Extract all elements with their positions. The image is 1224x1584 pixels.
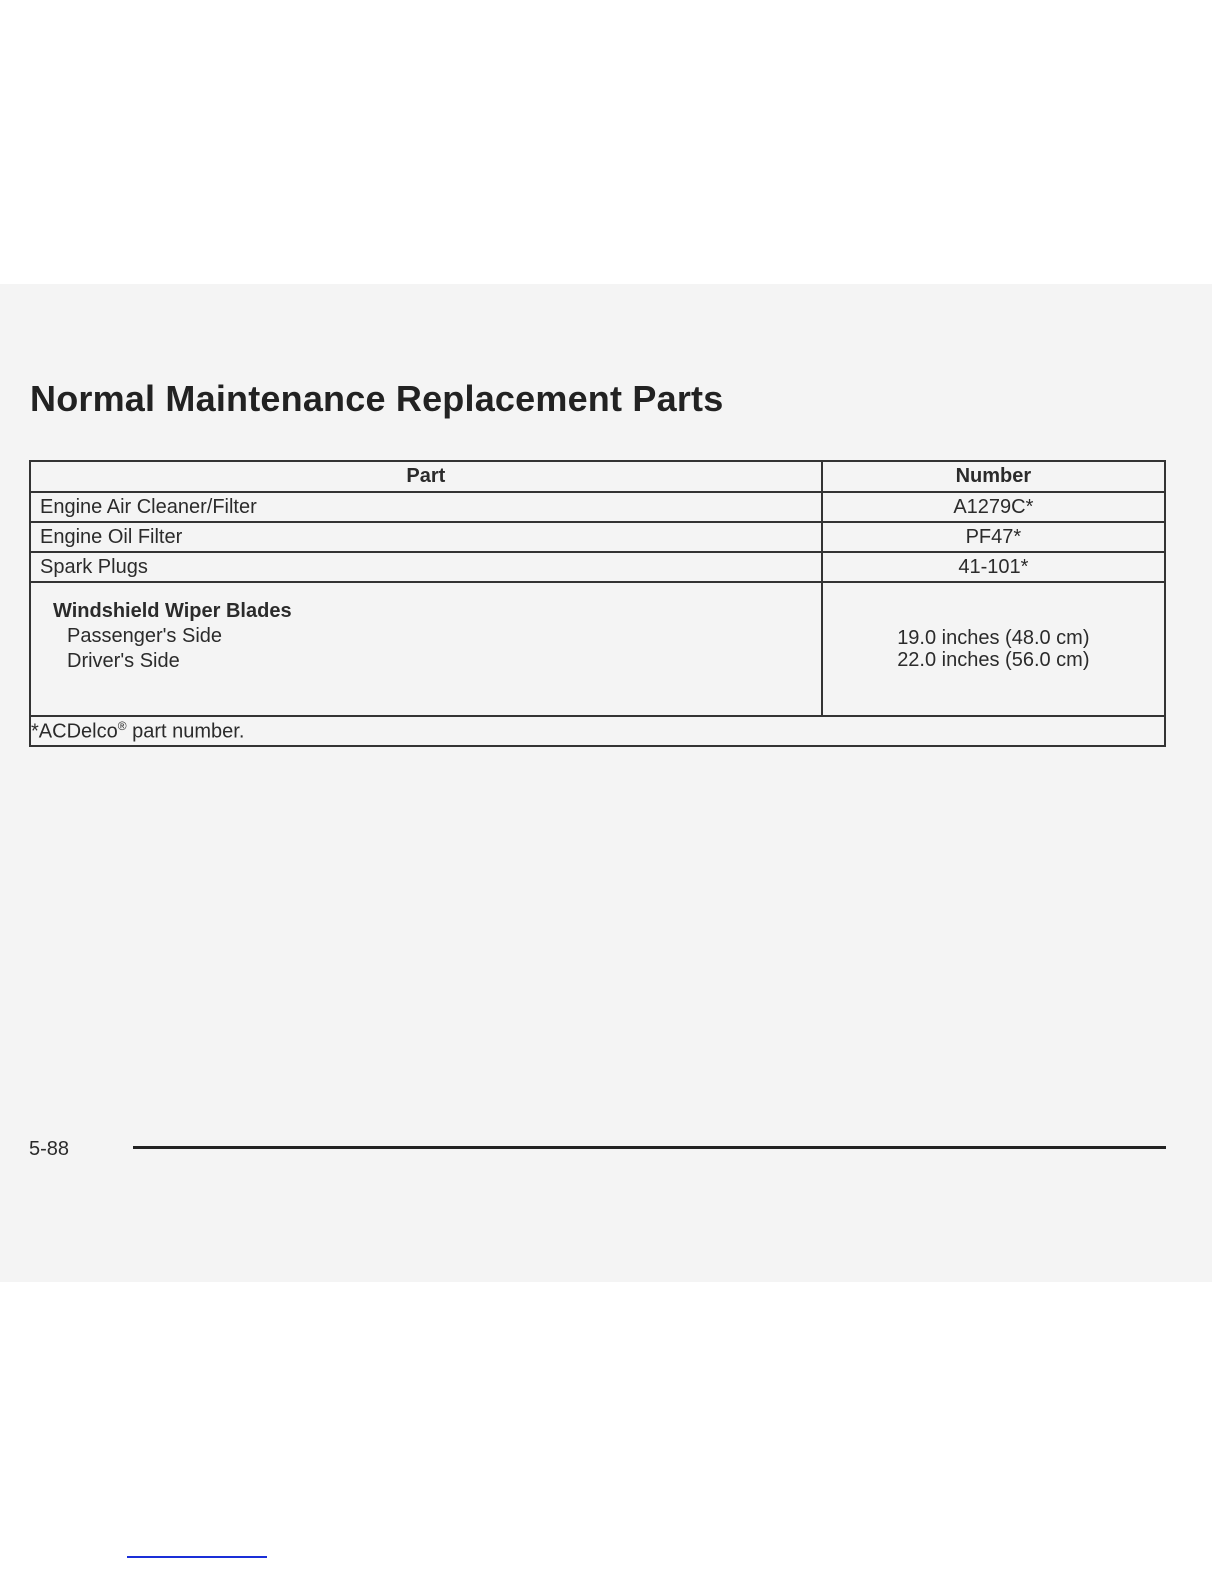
wiper-size-cell — [822, 582, 1165, 716]
page-rule — [133, 1146, 1166, 1149]
wiper-passenger-label: Passenger's Side — [67, 625, 223, 647]
wiper-part-cell — [30, 582, 822, 716]
table-row — [30, 552, 1165, 582]
page-title: Normal Maintenance Replacement Parts — [30, 378, 724, 419]
page-number: 5-88 — [29, 1138, 70, 1160]
footnote-prefix: *ACDelco — [31, 720, 118, 743]
header-number: Number — [822, 461, 1165, 492]
part-number: 41-101* — [822, 552, 1165, 582]
part-name: Engine Oil Filter — [30, 522, 822, 552]
table-header-row — [30, 461, 1165, 492]
wiper-passenger-size: 19.0 inches (48.0 cm) — [897, 627, 1090, 649]
part-name: Spark Plugs — [30, 552, 822, 582]
table-footnote-row — [30, 716, 1165, 746]
wiper-driver-size: 22.0 inches (56.0 cm) — [897, 649, 1090, 671]
registered-mark: ® — [117, 718, 127, 733]
table-row — [30, 522, 1165, 552]
part-number: PF47* — [822, 522, 1165, 552]
footnote — [30, 716, 1165, 746]
link-underline — [127, 1556, 267, 1558]
footnote-suffix: part number. — [126, 720, 245, 743]
page-sheet — [0, 284, 1212, 1282]
parts-table — [29, 460, 1166, 747]
part-number: A1279C* — [822, 492, 1165, 522]
wiper-heading: Windshield Wiper Blades — [53, 600, 292, 622]
wiper-driver-label: Driver's Side — [67, 650, 180, 672]
part-name: Engine Air Cleaner/Filter — [30, 492, 822, 522]
table-row-wipers — [30, 582, 1165, 716]
table-row — [30, 492, 1165, 522]
header-part: Part — [30, 461, 822, 492]
